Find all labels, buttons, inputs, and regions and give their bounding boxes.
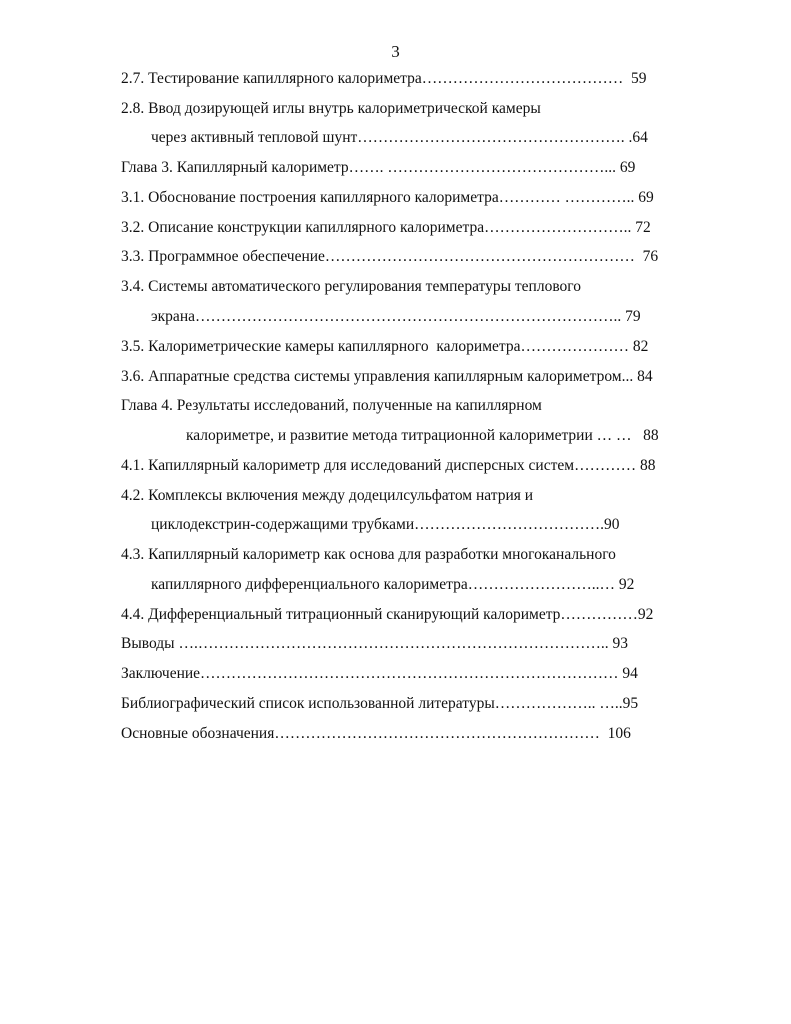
toc-entry-summary: Заключение……………………………………………………………………… 94 xyxy=(121,665,638,682)
toc-entry-4-1: 4.1. Капиллярный калориметр для исследований дисперсных систем………… 88 xyxy=(121,457,656,474)
toc-entry-4-2-continued: циклодекстрин-содержащими трубками……………………………….90 xyxy=(151,516,620,533)
page-number: 3 xyxy=(391,42,400,61)
toc-entry-3-3: 3.3. Программное обеспечение…………………………………………………… 76 xyxy=(121,248,659,265)
toc-entry-4-3-continued: капиллярного дифференциального калориметра……………………..… 92 xyxy=(151,576,635,593)
toc-entry-2-8-continued: через активный тепловой шунт……………………………………………. .64 xyxy=(151,129,648,146)
toc-entry-3-2: 3.2. Описание конструкции капиллярного калориметра……………………….. 72 xyxy=(121,219,651,236)
toc-entry-chapter-4-continued: калориметре, и развитие метода титрационной калориметрии … … 88 xyxy=(186,427,659,444)
toc-entry-conclusions: Выводы ….…………………………………………………………………….. 93 xyxy=(121,635,628,652)
toc-entry-chapter-4: Глава 4. Результаты исследований, полученные на капиллярном xyxy=(121,397,542,414)
toc-entry-2-7: 2.7. Тестирование капиллярного калориметра………………………………… 59 xyxy=(121,70,647,87)
toc-entry-4-4: 4.4. Дифференциальный титрационный сканирующий калориметр……………92 xyxy=(121,606,654,623)
toc-entry-3-4-continued: экрана……………………………………………………………………….. 79 xyxy=(151,308,641,325)
toc-entry-3-6: 3.6. Аппаратные средства системы управления капиллярным калориметром... 84 xyxy=(121,368,653,385)
toc-entry-3-1: 3.1. Обоснование построения капиллярного калориметра………… ………….. 69 xyxy=(121,189,654,206)
toc-entry-3-4: 3.4. Системы автоматического регулирования температуры теплового xyxy=(121,278,582,295)
toc-entry-2-8: 2.8. Ввод дозирующей иглы внутрь калориметрической камеры xyxy=(121,100,541,117)
toc-entry-notation: Основные обозначения……………………………………………………… 106 xyxy=(121,725,631,742)
toc-entry-3-5: 3.5. Калориметрические камеры капиллярного калориметра………………… 82 xyxy=(121,338,649,355)
toc-entry-4-2: 4.2. Комплексы включения между додецилсульфатом натрия и xyxy=(121,487,534,504)
toc-entry-bibliography: Библиографический список использованной литературы……………….. …..95 xyxy=(121,695,639,712)
toc-entry-chapter-3: Глава 3. Капиллярный калориметр……. ……………………………………... 69 xyxy=(121,159,636,176)
toc-entry-4-3: 4.3. Капиллярный калориметр как основа для разработки многоканального xyxy=(121,546,616,563)
